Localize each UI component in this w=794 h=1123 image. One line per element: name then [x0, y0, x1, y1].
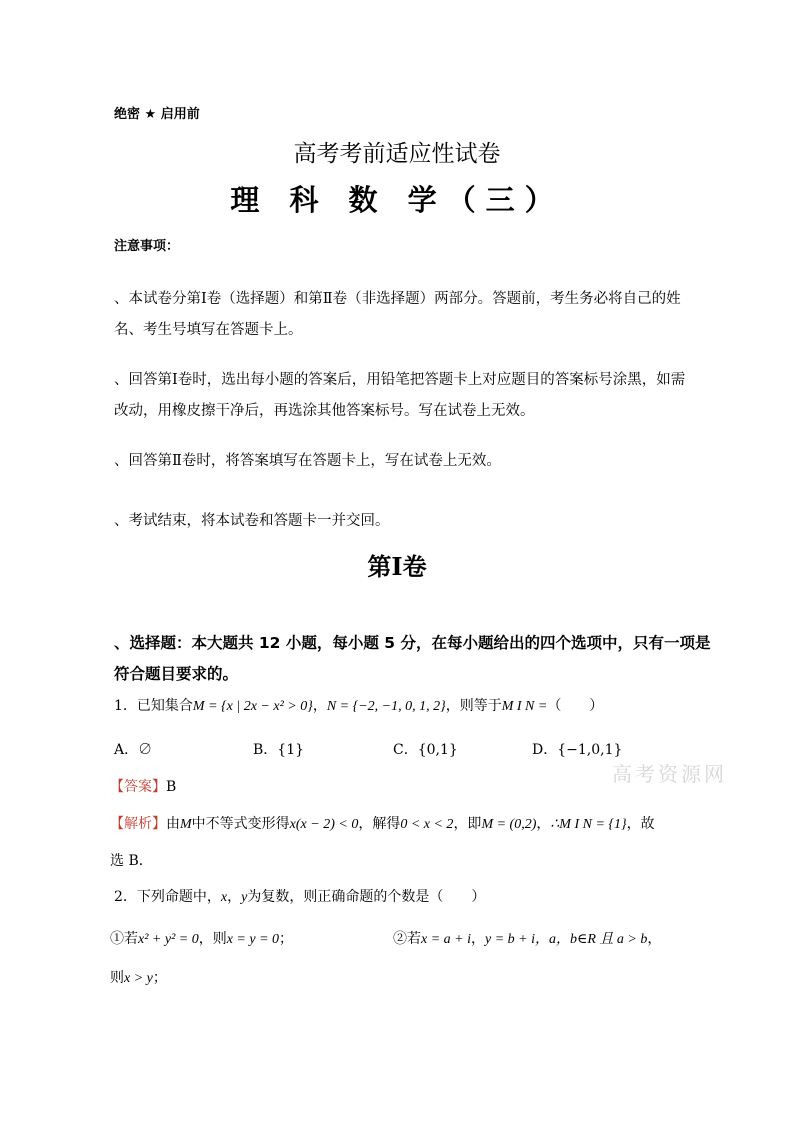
question-2-proposition-2-cont: 则x > y；: [110, 970, 167, 986]
question-1-stem: 1．已知集合M = {x | 2x − x² > 0}，N = {−2, −1, 0, 1, 2}，则等于M I N =（ ）: [114, 698, 604, 714]
question-1-option-b: B．{1}: [253, 742, 305, 758]
exam-title: 理 科 数 学（三）: [230, 183, 564, 217]
question-2-proposition-1: ①若x² + y² = 0，则x = y = 0；: [110, 931, 294, 947]
notice-item-3: 、回答第Ⅱ卷时，将答案填写在答题卡上，写在试卷上无效。: [114, 453, 501, 469]
section-heading: 、选择题：本大题共 12 小题，每小题 5 分，在每小题给出的四个选项中，只有一项是符合题目要求的。: [114, 634, 711, 683]
answer-tag: 【答案】: [110, 779, 166, 795]
notice-item-2: 、回答第Ⅰ卷时，选出每小题的答案后，用铅笔把答题卡上对应题目的答案标号涂黑，如需改动，用橡皮擦干净后，再选涂其他答案标号。写在试卷上无效。: [114, 372, 686, 419]
question-2-proposition-2: ②若x = a + i，y = b + i，a，b∈R 且 a > b，: [393, 931, 662, 947]
question-1-answer: 【答案】B: [110, 779, 177, 795]
question-1-analysis: 【解析】由M中不等式变形得x(x − 2) < 0，解得0 < x < 2，即M = (0,2)，∴M I N = {1}，故: [110, 816, 655, 832]
notice-heading: 注意事项：: [114, 239, 180, 254]
notice-item-4: 、考试结束，将本试卷和答题卡一并交回。: [114, 513, 390, 529]
analysis-tag: 【解析】: [110, 816, 166, 832]
notice-item-1: 、本试卷分第Ⅰ卷（选择题）和第Ⅱ卷（非选择题）两部分。答题前，考生务必将自己的姓名、考生号填写在答题卡上。: [114, 291, 681, 338]
question-1-option-a: A．∅: [114, 742, 153, 758]
volume-title: 第Ⅰ卷: [367, 552, 427, 581]
question-1-analysis-cont: 选 B．: [110, 853, 153, 869]
exam-subtitle: 高考考前适应性试卷: [293, 141, 501, 167]
question-1-option-c: C．{0,1}: [393, 742, 458, 758]
top-secret-label: 绝密 ★ 启用前: [114, 107, 200, 122]
question-1-option-d: D．{−1,0,1}: [532, 742, 623, 758]
watermark: 高考资源网: [612, 762, 727, 786]
question-2-stem: 2．下列命题中，x，y为复数，则正确命题的个数是（ ）: [114, 889, 486, 905]
